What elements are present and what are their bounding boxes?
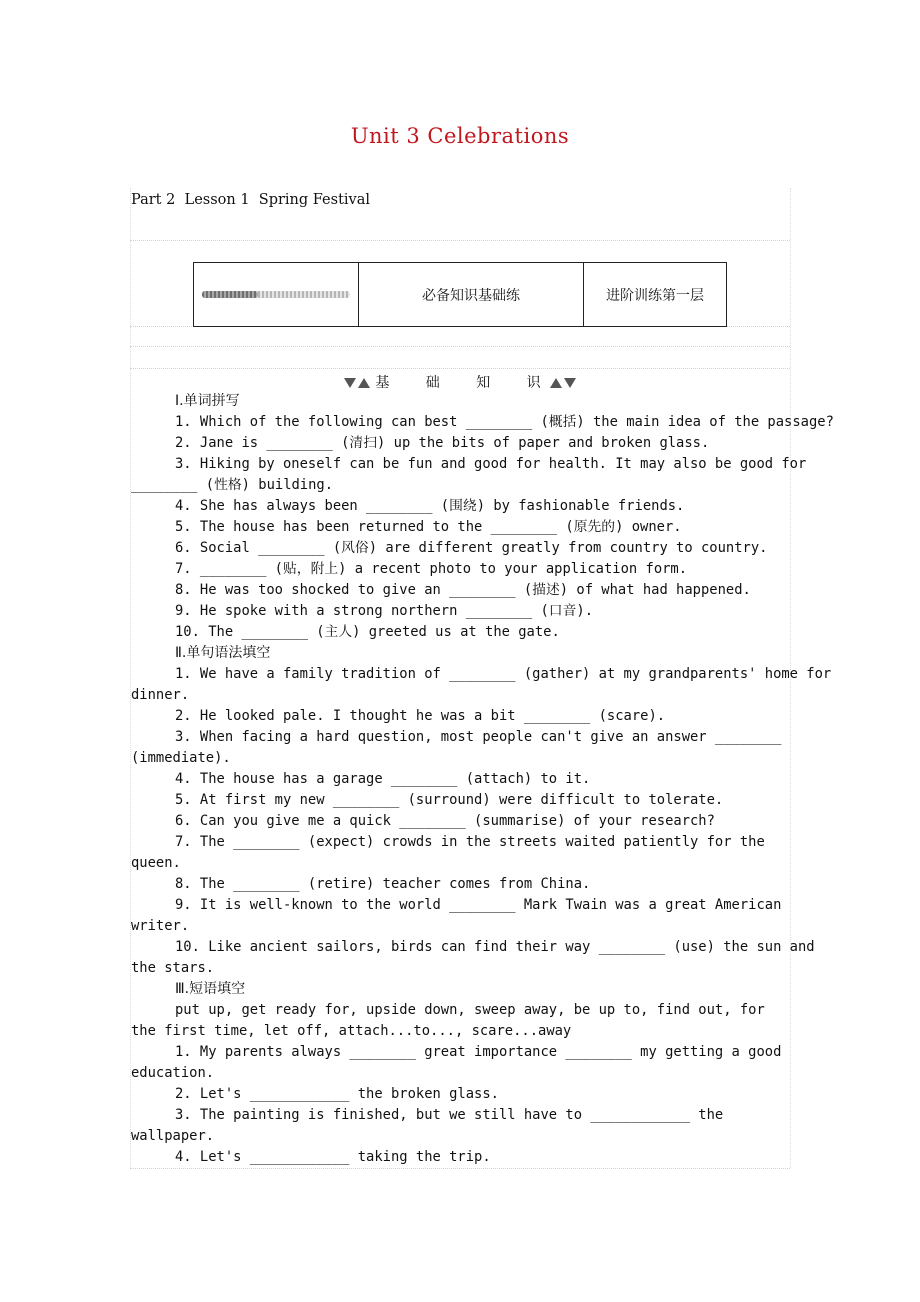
exercise-line: 6. Can you give me a quick ________ (summarise) of your research? <box>175 813 715 829</box>
guide-line <box>130 240 790 241</box>
exercise-line: 7. ________ (贴，附上) a recent photo to your application form. <box>175 561 688 577</box>
triangle-down-icon <box>564 378 576 388</box>
exercise-line: 5. The house has been returned to the ________ (原先的) owner. <box>175 519 682 535</box>
page-title: Unit 3 Celebrations <box>350 124 570 148</box>
exercise-line: 1. My parents always ________ great importance ________ my getting a good <box>175 1044 782 1060</box>
exercise-line: 8. The ________ (retire) teacher comes from China. <box>175 876 591 892</box>
lesson-subtitle: Part 2 Lesson 1 Spring Festival <box>131 192 371 208</box>
phrase-bank-line: put up, get ready for, upside down, sweep away, be up to, find out, for <box>175 1002 765 1018</box>
exercise-line: writer. <box>131 918 190 934</box>
header-cell-advanced: 进阶训练第一层 <box>584 263 727 327</box>
triangle-down-icon <box>344 378 356 388</box>
section-heading <box>0 372 920 392</box>
triangle-up-icon <box>358 378 370 388</box>
exercise-line: (immediate). <box>131 750 231 766</box>
guide-line <box>130 346 790 347</box>
part1-title: Ⅰ.单词拼写 <box>175 393 240 409</box>
guide-line <box>130 1168 790 1169</box>
exercise-line: 9. It is well-known to the world ________ Mark Twain was a great American <box>175 897 782 913</box>
phrase-bank-line: the first time, let off, attach...to..., scare...away <box>131 1023 572 1039</box>
exercise-line: 4. She has always been ________ (围绕) by fashionable friends. <box>175 498 685 514</box>
exercise-line: 3. Hiking by oneself can be fun and good for health. It may also be good for <box>175 456 807 472</box>
exercise-line: dinner. <box>131 687 190 703</box>
exercise-line: 4. Let's ____________ taking the trip. <box>175 1149 491 1165</box>
exercise-line: education. <box>131 1065 215 1081</box>
exercise-line: 3. The painting is finished, but we still have to ____________ the <box>175 1107 724 1123</box>
header-table <box>193 262 727 327</box>
exercise-line: 2. Let's ____________ the broken glass. <box>175 1086 499 1102</box>
exercise-line: 10. Like ancient sailors, birds can find their way ________ (use) the sun and <box>175 939 815 955</box>
part2-title: Ⅱ.单句语法填空 <box>175 645 271 661</box>
guide-line <box>130 368 790 369</box>
header-cell-basic: 必备知识基础练 <box>359 263 584 327</box>
progress-cell <box>194 263 359 327</box>
exercise-line: 2. Jane is ________ (清扫) up the bits of paper and broken glass. <box>175 435 710 451</box>
exercise-line: 2. He looked pale. I thought he was a bit ________ (scare). <box>175 708 666 724</box>
exercise-line: 5. At first my new ________ (surround) were difficult to tolerate. <box>175 792 724 808</box>
exercise-line: wallpaper. <box>131 1128 215 1144</box>
part3-title: Ⅲ.短语填空 <box>175 981 246 997</box>
section-heading-text: 基 础 知 识 <box>375 375 557 391</box>
exercise-line: 1. Which of the following can best ________ (概括) the main idea of the passage? <box>175 414 834 430</box>
exercise-line: 4. The house has a garage ________ (attach) to it. <box>175 771 591 787</box>
exercise-line: 3. When facing a hard question, most people can't give an answer ________ <box>175 729 782 745</box>
exercise-line: 6. Social ________ (风俗) are different greatly from country to country. <box>175 540 768 556</box>
exercise-line: queen. <box>131 855 181 871</box>
exercise-content <box>131 391 834 1168</box>
triangle-up-icon <box>550 378 562 388</box>
exercise-line: the stars. <box>131 960 215 976</box>
exercise-line: 9. He spoke with a strong northern ________ (口音). <box>175 603 593 619</box>
exercise-line: 7. The ________ (expect) crowds in the streets waited patiently for the <box>175 834 765 850</box>
exercise-line: ________ (性格) building. <box>131 477 334 493</box>
exercise-line: 10. The ________ (主人) greeted us at the gate. <box>175 624 560 640</box>
exercise-line: 8. He was too shocked to give an ________ (描述) of what had happened. <box>175 582 751 598</box>
progress-bar-icon <box>202 291 350 298</box>
exercise-line: 1. We have a family tradition of ________ (gather) at my grandparents' home for <box>175 666 832 682</box>
